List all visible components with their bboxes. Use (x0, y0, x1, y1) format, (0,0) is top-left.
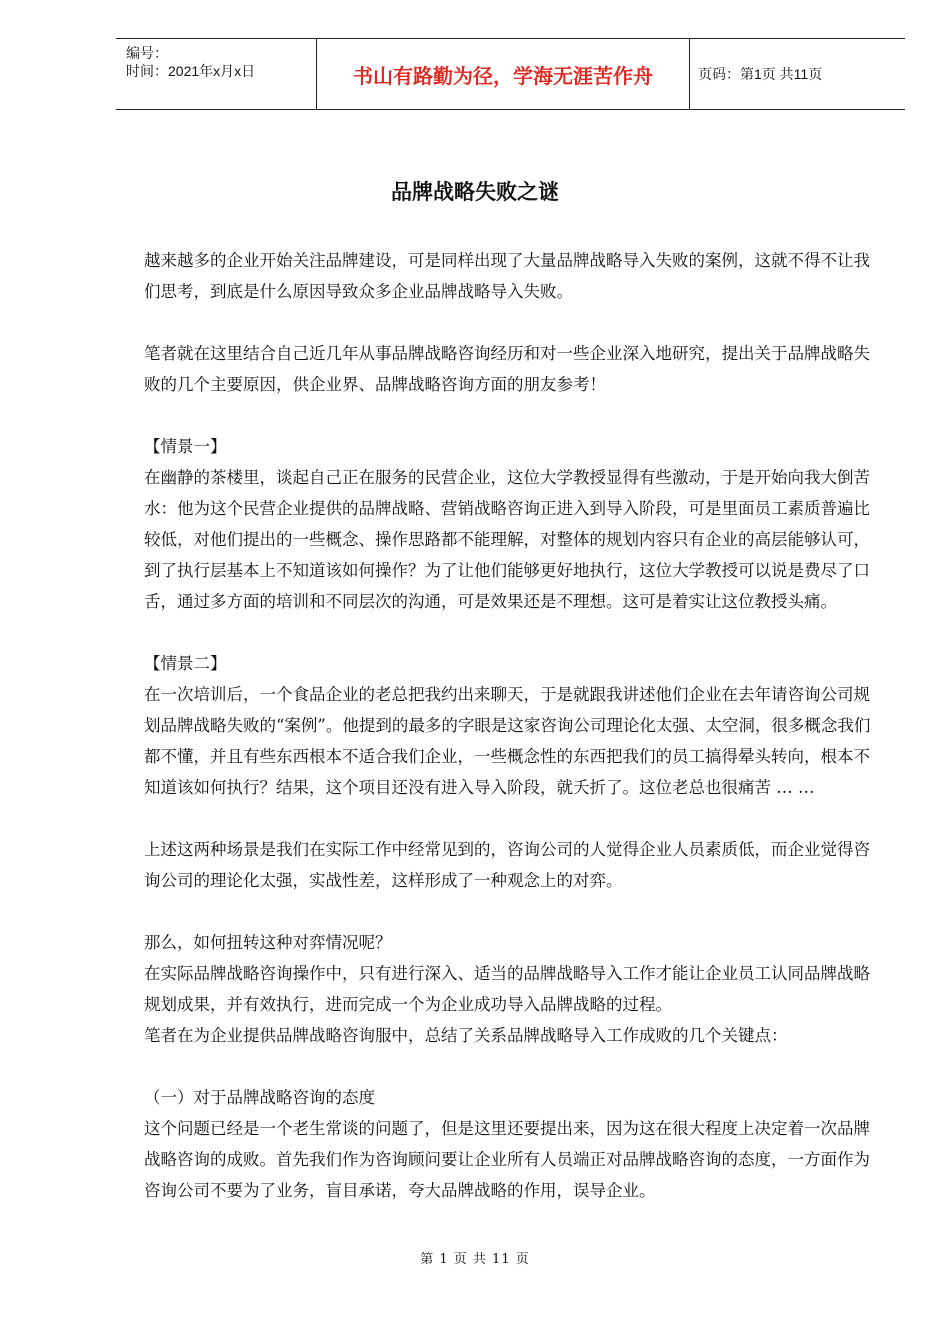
document-body (144, 245, 884, 1206)
page-footer: 第 1 页 共 11 页 (420, 1252, 530, 1267)
header-motto: 书山有路勤为径，学海无涯苦作舟 (316, 39, 690, 109)
paragraph: 在一次培训后，一个食品企业的老总把我约出来聊天，于是就跟我讲述他们企业在去年请咨询公司规划品牌战略失败的“案例”。他提到的最多的字眼是这家咨询公司理论化太强、太空洞，很多概念我们都不懂，并且有些东西根本不适合我们企业，一些概念性的东西把我们的员工搞得晕头转向，根本不知道该如何执行？结果，这个项目还没有进入导入阶段，就夭折了。这位老总也很痛苦 … … (144, 685, 871, 797)
paragraph: 越来越多的企业开始关注品牌建设，可是同样出现了大量品牌战略导入失败的案例，这就不得不让我们思考，到底是什么原因导致众多企业品牌战略导入失败。 (144, 251, 870, 301)
section-heading: 【情景二】 (144, 654, 227, 673)
serial-label: 编号： (126, 45, 168, 61)
section-heading: （一）对于品牌战略咨询的态度 (144, 1088, 375, 1107)
header-page-info: 页码：第1页 共11页 (698, 66, 823, 82)
paragraph: 笔者就在这里结合自己近几年从事品牌战略咨询经历和对一些企业深入地研究，提出关于品牌战略失败的几个主要原因，供企业界、品牌战略咨询方面的朋友参考！ (144, 344, 870, 394)
paragraph: 上述这两种场景是我们在实际工作中经常见到的，咨询公司的人觉得企业人员素质低，而企业觉得咨询公司的理论化太强，实战性差，这样形成了一种观念上的对弈。 (144, 840, 870, 890)
paragraph: 这个问题已经是一个老生常谈的问题了，但是这里还要提出来，因为这在很大程度上决定着一次品牌战略咨询的成败。首先我们作为咨询顾问要让企业所有人员端正对品牌战略咨询的态度，一方面作为咨询公司不要为了业务，盲目承诺，夸大品牌战略的作用，误导企业。 (144, 1119, 870, 1200)
document-header (116, 38, 905, 110)
section-heading: 【情景一】 (144, 437, 227, 456)
paragraph: 在幽静的茶楼里，谈起自己正在服务的民营企业，这位大学教授显得有些激动，于是开始向我大倒苦水：他为这个民营企业提供的品牌战略、营销战略咨询正进入到导入阶段，可是里面员工素质普遍比较低，对他们提出的一些概念、操作思路都不能理解，对整体的规划内容只有企业的高层能够认可，到了执行层基本上不知道该如何操作？为了让他们能够更好地执行，这位大学教授可以说是费尽了口舌，通过多方面的培训和不同层次的沟通，可是效果还是不理想。这可是着实让这位教授头痛。 (144, 468, 870, 611)
paragraph: 笔者在为企业提供品牌战略咨询服中，总结了关系品牌战略导入工作成败的几个关键点： (144, 1026, 788, 1045)
document-title: 品牌战略失败之谜 (391, 180, 559, 204)
paragraph: 那么，如何扭转这种对弈情况呢？ (144, 933, 392, 952)
header-meta-cell (116, 39, 316, 109)
time-label: 时间：2021年x月x日 (126, 63, 256, 79)
paragraph: 在实际品牌战略咨询操作中，只有进行深入、适当的品牌战略导入工作才能让企业员工认同品牌战略规划成果，并有效执行，进而完成一个为企业成功导入品牌战略的过程。 (144, 964, 870, 1014)
